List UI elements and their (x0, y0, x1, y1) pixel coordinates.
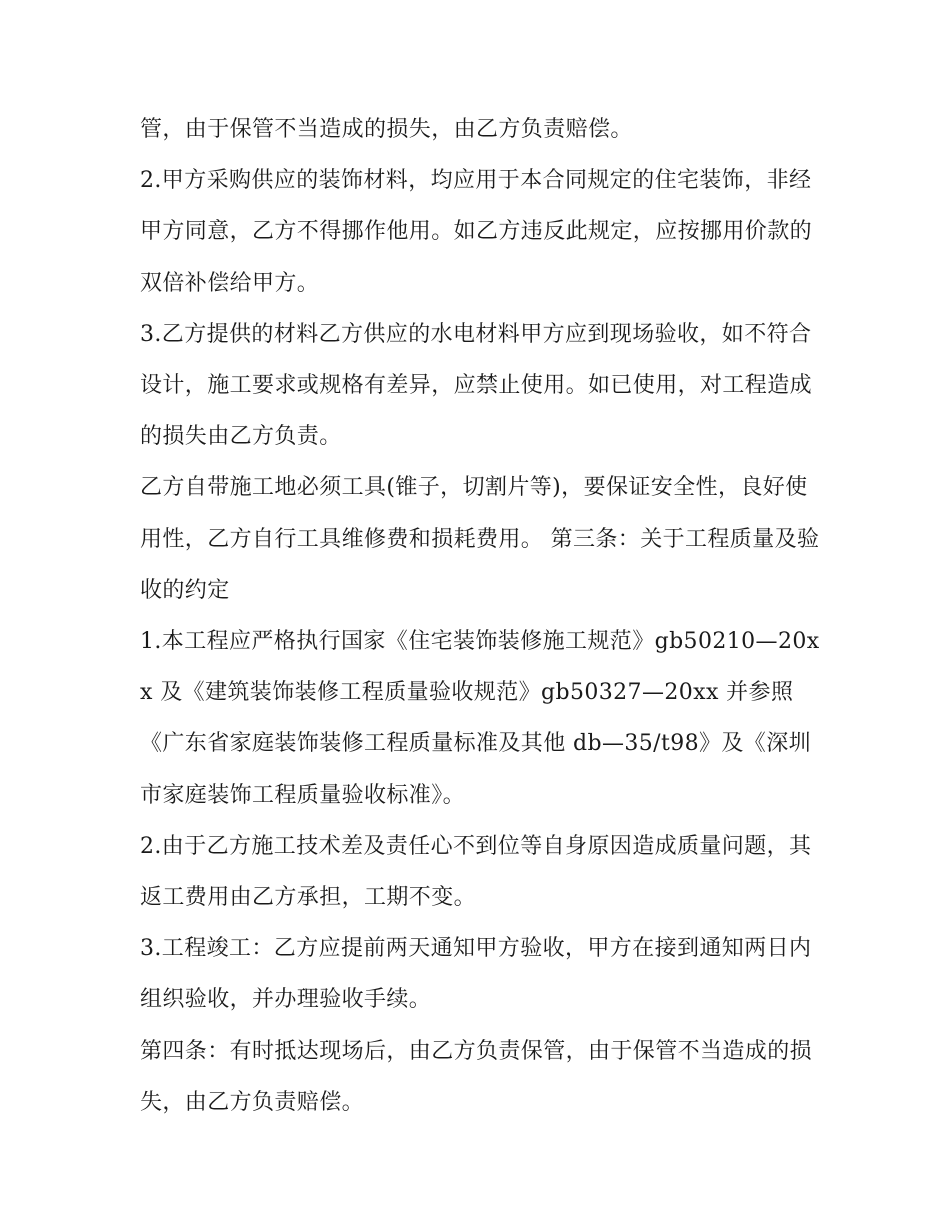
document-body (140, 104, 820, 1128)
paragraph-8: 第四条：有时抵达现场后，由乙方负责保管，由于保管不当造成的损失，由乙方负责赔偿。 (140, 1038, 813, 1115)
paragraph-3: 3.乙方提供的材料乙方供应的水电材料甲方应到现场验收，如不符合设计，施工要求或规格有差异，应禁止使用。如已使用，对工程造成的损失由乙方负责。 (140, 321, 813, 450)
paragraph-1: 管，由于保管不当造成的损失，由乙方负责赔偿。 (140, 117, 633, 142)
paragraph-7: 3.工程竣工：乙方应提前两天通知甲方验收，甲方在接到通知两日内组织验收，并办理验收手续。 (140, 936, 812, 1013)
paragraph-2: 2.甲方采购供应的装饰材料，均应用于本合同规定的住宅装饰，非经甲方同意，乙方不得挪作他用。如乙方违反此规定，应按挪用价款的双倍补偿给甲方。 (140, 168, 813, 296)
paragraph-6: 2.由于乙方施工技术差及责任心不到位等自身原因造成质量问题，其返工费用由乙方承担，工期不变。 (140, 833, 812, 911)
paragraph-5: 1.本工程应严格执行国家《住宅装饰装修施工规范》gb50210—20xx 及《建筑装饰装修工程质量验收规范》gb50327—20xx 并参照《广东省家庭装饰装修工程质量标准及其他 db—35/t98》及《深圳市家庭装饰工程质量验收标准》。 (140, 629, 820, 808)
paragraph-4: 乙方自带施工地必须工具(锥子，切割片等)，要保证安全性，良好使用性，乙方自行工具维修费和损耗费用。 第三条：关于工程质量及验收的约定 (140, 475, 820, 603)
